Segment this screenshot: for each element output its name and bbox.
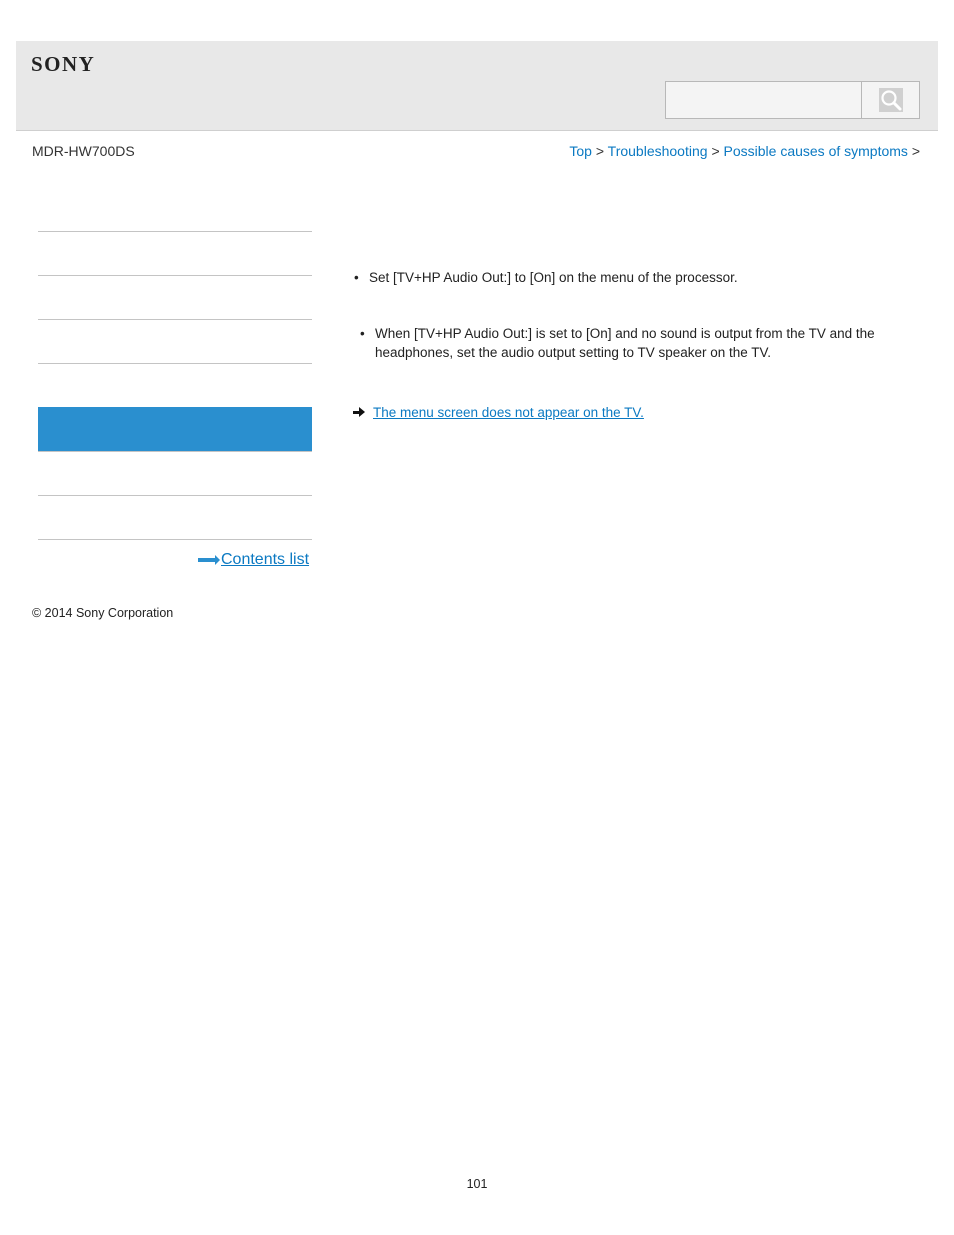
search-icon — [879, 88, 903, 112]
breadcrumb-separator: > — [711, 143, 720, 159]
related-topic-label: The menu screen does not appear on the TV. — [373, 405, 644, 420]
contents-list-label: Contents list — [221, 551, 310, 568]
search-button[interactable] — [862, 82, 919, 118]
instruction-bullet: • Set [TV+HP Audio Out:] to [On] on the menu of the processor. — [353, 268, 738, 287]
note-bullet: • When [TV+HP Audio Out:] is set to [On] and no sound is output from the TV and the headphones, set the audio output setting to TV speaker on the TV. — [359, 324, 905, 362]
breadcrumb — [569, 143, 920, 159]
search-box — [665, 81, 920, 119]
arrow-right-icon — [198, 558, 216, 562]
sidebar-item[interactable] — [38, 495, 312, 539]
product-name: MDR-HW700DS — [32, 143, 135, 159]
breadcrumb-top[interactable]: Top — [569, 143, 592, 159]
search-input[interactable] — [666, 82, 862, 118]
breadcrumb-possible-causes[interactable]: Possible causes of symptoms — [723, 143, 908, 159]
page-number: 101 — [466, 1177, 488, 1191]
copyright: © 2014 Sony Corporation — [32, 606, 174, 620]
breadcrumb-troubleshooting[interactable]: Troubleshooting — [607, 143, 708, 159]
sidebar-item[interactable] — [38, 451, 312, 495]
breadcrumb-separator: > — [911, 143, 920, 159]
sidebar-item[interactable] — [38, 363, 312, 407]
sidebar-item[interactable] — [38, 275, 312, 319]
site-header — [16, 41, 938, 131]
sony-logo[interactable]: SONY — [31, 52, 96, 76]
sidebar-divider — [38, 539, 312, 540]
sidebar-nav — [38, 231, 312, 540]
sidebar-item-active[interactable] — [38, 407, 312, 451]
contents-list-link[interactable] — [198, 551, 309, 569]
sidebar-item[interactable] — [38, 231, 312, 275]
related-topic-link[interactable] — [353, 403, 644, 422]
arrow-icon — [353, 411, 360, 414]
sidebar-item[interactable] — [38, 319, 312, 363]
breadcrumb-separator: > — [595, 143, 605, 159]
